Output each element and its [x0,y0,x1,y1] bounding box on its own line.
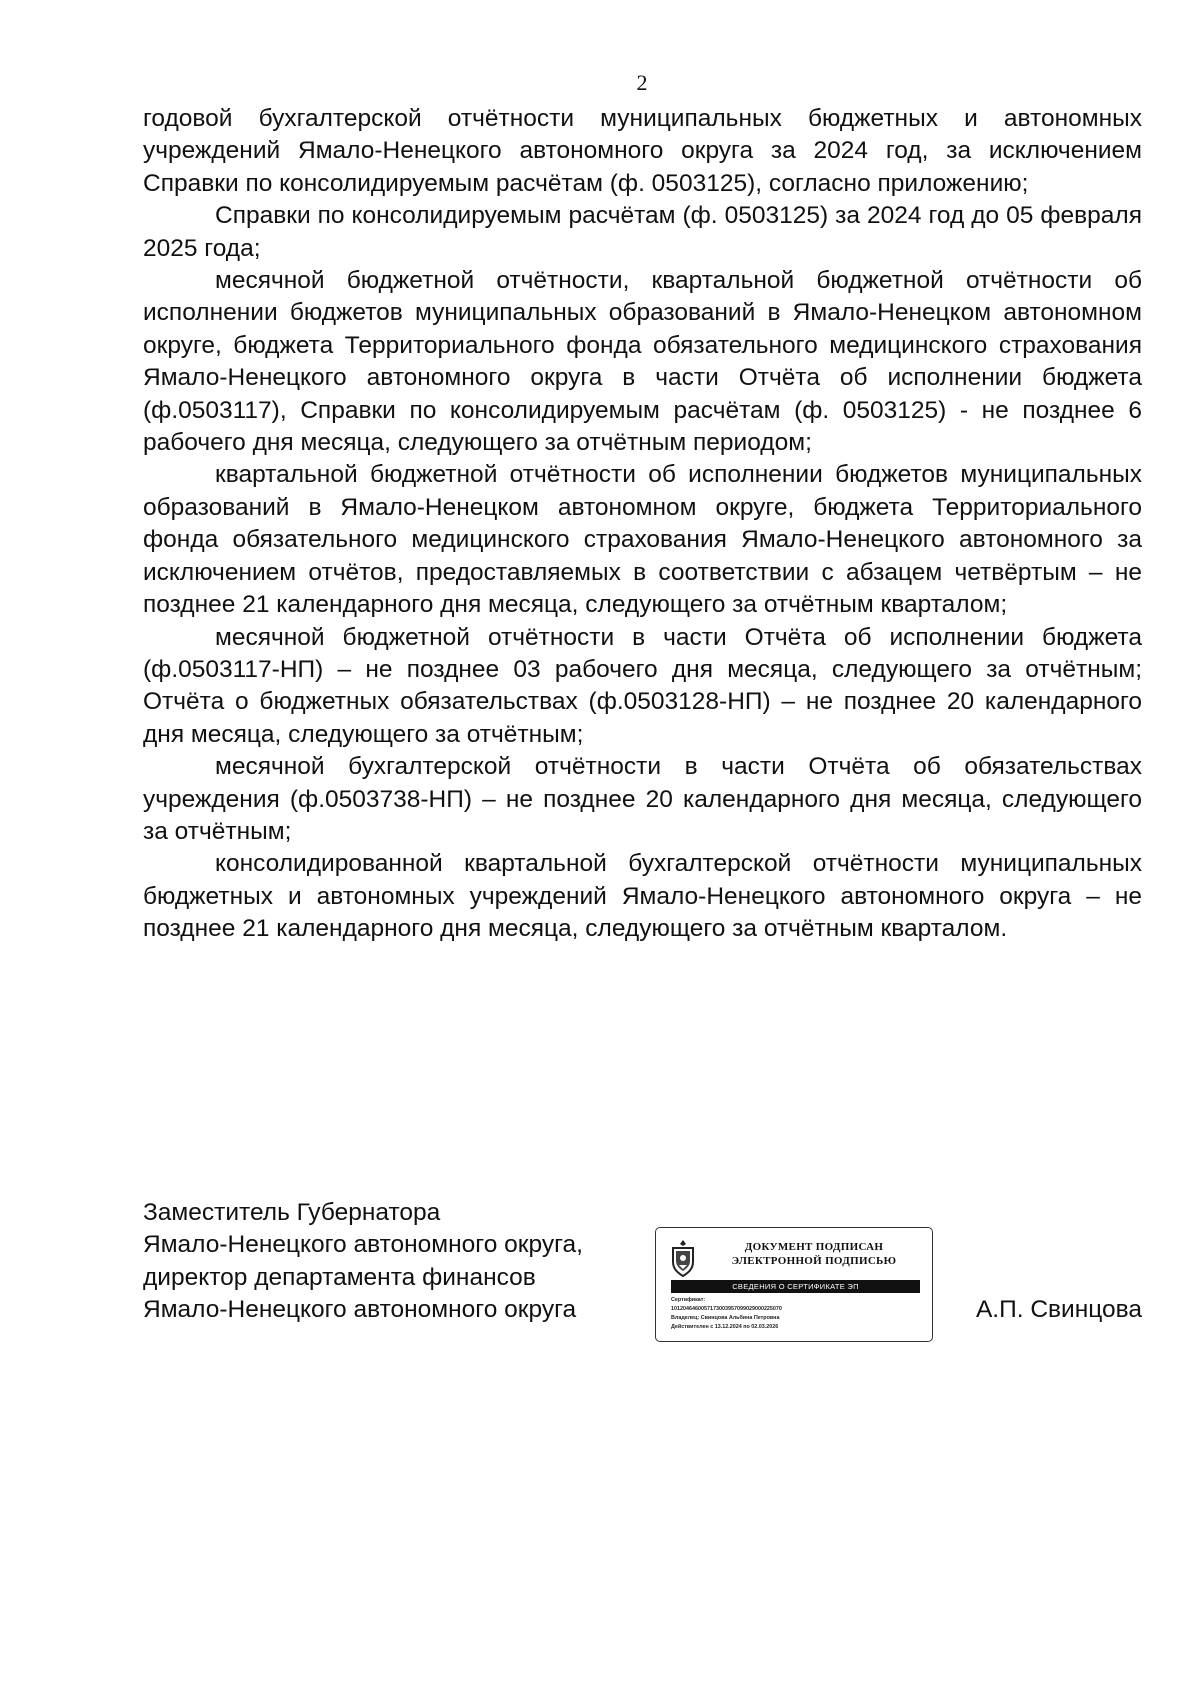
certificate-label: Сертификат: [671,1297,706,1303]
position-line: Ямало-Ненецкого автономного округа, [143,1231,583,1259]
paragraph-monthly-accounting-np: месячной бухгалтерской отчётности в части Отчёта об обязательствах учреждения (ф.0503738-НП) – не позднее 20 календарного дня месяца, следующего за отчётным; [143,753,1142,845]
paragraph-consolidated-quarterly: консолидированной квартальной бухгалтерской отчётности муниципальных бюджетных и автономных учреждений Ямало-Ненецкого автономного округа – не позднее 21 календарного дня месяца, следующего за отчётным кварталом. [143,850,1142,943]
position-line: Ямало-Ненецкого автономного округа [143,1296,577,1324]
paragraph-monthly-budget-np: месячной бюджетной отчётности в части Отчёта об исполнении бюджета (ф.0503117-НП) – не позднее 03 рабочего дня месяца, следующего за отчётным; Отчёта о бюджетных обязательствах (ф.0503128-НП) – не позднее 20 календарного дня месяца, следующего за отчётным; [143,623,1142,748]
signature-block [143,1197,1142,1357]
certificate-number: 1012046460057173003957099029000225070 [671,1306,782,1312]
signatory-position [143,1197,663,1327]
signatory-name: А.П. Свинцова [975,1296,1142,1323]
stamp-title: ДОКУМЕНТ ПОДПИСАН ЭЛЕКТРОННОЙ ПОДПИСЬЮ [731,1241,897,1267]
paragraph-consolidated-certificate: Справки по консолидируемым расчётам (ф. 0503125) за 2024 год до 05 февраля 2025 года; [143,202,1142,262]
stamp-certificate-bar: СВЕДЕНИЯ О СЕРТИФИКАТЕ ЭП [671,1280,920,1293]
paragraph-quarterly-budget: квартальной бюджетной отчётности об исполнении бюджетов муниципальных образований в Ямало-Ненецком автономном округе, бюджета Территориального фонда обязательного медицинского страхования Ямало-Ненецкого автономного за исключением отчётов, предоставляемых в соответствии с абзацем четвёртым – не позднее 21 календарного дня месяца, следующего за отчётным кварталом; [143,461,1142,619]
position-line: директор департамента финансов [143,1263,536,1291]
position-line: Заместитель Губернатора [143,1199,441,1226]
page-number: 2 [636,70,648,95]
stamp-certificate-details [671,1296,926,1332]
certificate-owner: Владелец: Свинцова Альбина Петровна [671,1315,780,1321]
paragraph-annual-reporting: годовой бухгалтерской отчётности муниципальных бюджетных и автономных учреждений Ямало-Ненецкого автономного округа за 2024 год, за исключением Справки по консолидируемым расчётам (ф. 0503125), согласно приложению; [143,105,1142,197]
certificate-validity: Действителен с 13.12.2024 по 02.03.2026 [671,1324,779,1330]
document-body [143,103,1142,946]
coat-of-arms-icon [668,1238,698,1278]
electronic-signature-stamp [655,1227,933,1342]
paragraph-monthly-quarterly-budget: месячной бюджетной отчётности, квартальной бюджетной отчётности об исполнении бюджетов муниципальных образований в Ямало-Ненецком автономном округе, бюджета Территориального фонда обязательного медицинского страхования Ямало-Ненецкого автономного округа в части Отчёта об исполнении бюджета (ф.0503117), Справки по консолидируемым расчётам (ф. 0503125) - не позднее 6 рабочего дня месяца, следующего за отчётным периодом; [143,267,1142,457]
